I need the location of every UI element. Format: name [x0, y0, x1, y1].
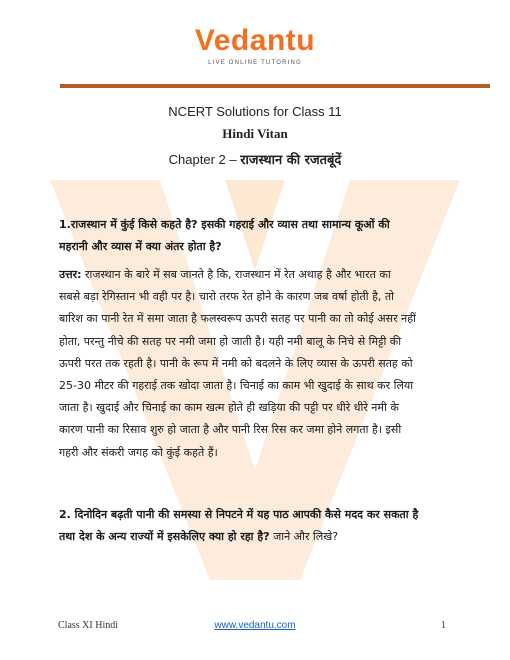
- footer-class-label: Class XI Hindi: [58, 620, 118, 631]
- answer-1-line-8: कारण पानी का रिसाव शुरु हो जाता है और पानी रिस रिस कर जमा होने लगता है। इसी: [59, 423, 402, 437]
- chapter-name: राजस्थान की रजतबूंदें: [240, 153, 342, 168]
- brand-logo: [0, 24, 510, 66]
- answer-1-line-2: सबसे बड़ा रेगिस्तान भी वही पर है। चारो तरफ रेत होने के कारण जब वर्षा होती है, तो: [59, 290, 395, 304]
- logo-tagline: LIVE ONLINE TUTORING: [208, 60, 302, 66]
- subject-title: Hindi Vitan: [222, 126, 288, 141]
- answer-1: [59, 264, 455, 464]
- document-title: NCERT Solutions for Class 11: [168, 104, 342, 119]
- page-number: 1: [441, 620, 446, 631]
- footer-website-link[interactable]: www.vedantu.com: [214, 620, 296, 631]
- answer-1-line-1: उत्तर: राजस्थान के बारे में सब जानते है कि, राजस्थान में रेत अथाह है और भारत का: [59, 268, 391, 281]
- question-1-line-2: महरानी और व्यास में क्या अंतर होता है?: [59, 240, 222, 254]
- header-divider: [60, 84, 490, 88]
- answer-1-line-3: बारिश का पानी रेत में समा जाता है फलस्वरूप ऊपरी सतह पर पानी का तो कोई असर नहीं: [59, 312, 416, 326]
- chapter-title: [0, 150, 510, 168]
- question-1: [59, 214, 455, 258]
- logo-wordmark: Vedantu: [194, 24, 316, 57]
- answer-label: उत्तर:: [59, 268, 82, 281]
- question-2: [59, 504, 455, 548]
- question-2-line-2: तथा देश के अन्य राज्यों में इसकेलिए क्या हो रहा है? जाने और लिखे?: [59, 530, 339, 544]
- answer-1-line-4: होता, परन्तु नीचे की सतह पर नमी जमा हो जाती है। यही नमी बालू के निचे से मिट्टी की: [59, 334, 402, 348]
- answer-1-line-6: 25-30 मीटर की गहराई तक खोदा जाता है। चिनाई का काम भी खुदाई के साथ कर लिया: [59, 379, 414, 393]
- answer-1-line-9: गहरी और संकरी जगह को कुंई कहते हैं।: [59, 445, 218, 459]
- answer-1-line-7: जाता है। खुदाई और चिनाई का काम खत्म होते ही खड़िया की पट्टी पर धीरे धीरे नमी के: [59, 401, 399, 415]
- question-2-line-1: 2. दिनोदिन बढ़ती पानी की समस्या से निपटने में यह पाठ आपकी कैसे मदद कर सकता है: [59, 508, 419, 521]
- question-1-line-1: 1.राजस्थान में कुंई किसे कहते है? इसकी गहराई और व्यास तथा सामान्य कूओं की: [59, 218, 390, 231]
- chapter-prefix: Chapter 2 –: [168, 152, 237, 167]
- answer-1-line-5: ऊपरी परत तक रहती है। पानी के रूप में नमी को बदलने के लिए व्यास के ऊपरी सतह को: [59, 356, 413, 370]
